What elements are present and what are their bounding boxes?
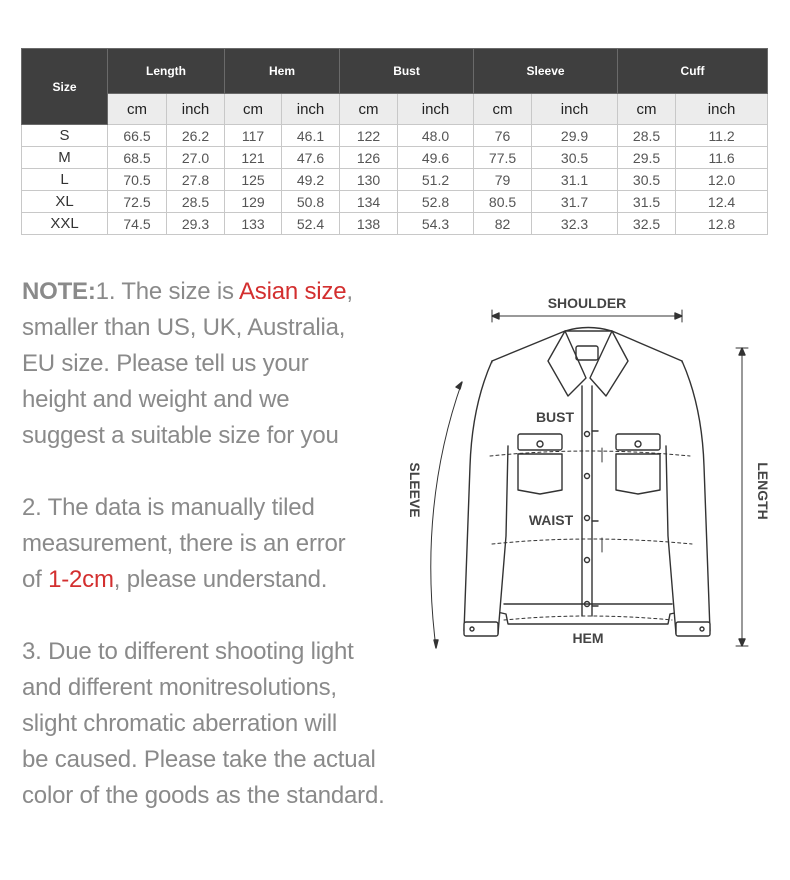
note-line: and different monitresolutions,	[22, 674, 337, 701]
table-cell: 117	[225, 125, 282, 147]
unit-header: cm	[474, 94, 532, 125]
table-unit-row	[22, 94, 768, 125]
unit-header: inch	[282, 94, 340, 125]
table-cell: 72.5	[108, 191, 167, 213]
table-row	[22, 147, 768, 169]
note-text: 1. The size is	[95, 278, 239, 305]
table-cell: 30.5	[618, 169, 676, 191]
group-header-bust: Bust	[340, 49, 474, 94]
hem-label: HEM	[572, 630, 604, 646]
table-cell: 130	[340, 169, 398, 191]
unit-header: cm	[340, 94, 398, 125]
jacket-svg	[400, 286, 790, 666]
table-row	[22, 213, 768, 235]
table-cell: 80.5	[474, 191, 532, 213]
table-cell: 26.2	[167, 125, 225, 147]
table-cell: 11.6	[676, 147, 768, 169]
size-label: L	[22, 169, 108, 191]
length-label: LENGTH	[755, 462, 771, 520]
table-cell: 50.8	[282, 191, 340, 213]
table-cell: 79	[474, 169, 532, 191]
table-cell: 11.2	[676, 125, 768, 147]
table-cell: 49.2	[282, 169, 340, 191]
table-row	[22, 125, 768, 147]
note-line: smaller than US, UK, Australia,	[22, 314, 346, 341]
note-line: height and weight and we	[22, 386, 290, 413]
note-line: measurement, there is an error	[22, 530, 346, 557]
note-label: NOTE:	[22, 278, 96, 305]
table-cell: 49.6	[398, 147, 474, 169]
note-line: 2. The data is manually tiled	[22, 494, 315, 521]
note-text: ,	[346, 278, 353, 305]
unit-header: inch	[532, 94, 618, 125]
table-cell: 70.5	[108, 169, 167, 191]
size-column-header: Size	[22, 49, 108, 125]
group-header-cuff: Cuff	[618, 49, 768, 94]
group-header-hem: Hem	[225, 49, 340, 94]
note-line: be caused. Please take the actual	[22, 746, 376, 773]
table-cell: 134	[340, 191, 398, 213]
unit-header: cm	[108, 94, 167, 125]
table-cell: 31.7	[532, 191, 618, 213]
sleeve-label: SLEEVE	[407, 462, 423, 518]
table-row	[22, 169, 768, 191]
size-label: XXL	[22, 213, 108, 235]
note-line: 3. Due to different shooting light	[22, 638, 354, 665]
jacket-outline	[464, 328, 710, 637]
table-cell: 68.5	[108, 147, 167, 169]
unit-header: inch	[676, 94, 768, 125]
jacket-measurement-diagram	[400, 286, 790, 666]
table-cell: 46.1	[282, 125, 340, 147]
note-spacer	[22, 454, 452, 490]
note-highlight: 1-2cm	[48, 566, 114, 593]
table-cell: 28.5	[167, 191, 225, 213]
table-cell: 125	[225, 169, 282, 191]
note-text: , please understand.	[113, 566, 328, 593]
sleeve-arrow	[431, 382, 462, 648]
table-cell: 66.5	[108, 125, 167, 147]
waist-label: WAIST	[528, 512, 574, 528]
table-cell: 129	[225, 191, 282, 213]
note-line: slight chromatic aberration will	[22, 710, 338, 737]
table-cell: 77.5	[474, 147, 532, 169]
table-cell: 12.0	[676, 169, 768, 191]
group-header-sleeve: Sleeve	[474, 49, 618, 94]
table-cell: 76	[474, 125, 532, 147]
table-header-row	[22, 49, 768, 94]
table-cell: 52.8	[398, 191, 474, 213]
table-cell: 82	[474, 213, 532, 235]
table-cell: 31.5	[618, 191, 676, 213]
unit-header: cm	[618, 94, 676, 125]
table-cell: 122	[340, 125, 398, 147]
table-cell: 30.5	[532, 147, 618, 169]
table-cell: 29.5	[618, 147, 676, 169]
table-cell: 52.4	[282, 213, 340, 235]
table-cell: 133	[225, 213, 282, 235]
size-label: S	[22, 125, 108, 147]
unit-header: inch	[167, 94, 225, 125]
table-cell: 54.3	[398, 213, 474, 235]
table-cell: 12.4	[676, 191, 768, 213]
note-line: suggest a suitable size for you	[22, 422, 339, 449]
group-header-length: Length	[108, 49, 225, 94]
table-cell: 32.3	[532, 213, 618, 235]
shoulder-label: SHOULDER	[547, 295, 627, 311]
table-cell: 74.5	[108, 213, 167, 235]
length-arrow	[736, 348, 748, 646]
table-cell: 29.3	[167, 213, 225, 235]
note-text: of	[22, 566, 49, 593]
shoulder-arrow	[492, 310, 682, 322]
table-cell: 47.6	[282, 147, 340, 169]
table-row	[22, 191, 768, 213]
size-notes	[22, 274, 452, 814]
table-cell: 29.9	[532, 125, 618, 147]
note-line: EU size. Please tell us your	[22, 350, 309, 377]
size-label: XL	[22, 191, 108, 213]
note-2-last-line	[22, 562, 452, 598]
bust-label: BUST	[535, 409, 575, 425]
table-cell: 51.2	[398, 169, 474, 191]
table-cell: 48.0	[398, 125, 474, 147]
note-1-first-line	[22, 274, 452, 310]
size-label: M	[22, 147, 108, 169]
table-cell: 126	[340, 147, 398, 169]
table-cell: 12.8	[676, 213, 768, 235]
table-cell: 32.5	[618, 213, 676, 235]
table-cell: 28.5	[618, 125, 676, 147]
table-cell: 31.1	[532, 169, 618, 191]
table-cell: 27.8	[167, 169, 225, 191]
note-highlight: Asian size	[238, 278, 347, 305]
table-cell: 121	[225, 147, 282, 169]
table-cell: 138	[340, 213, 398, 235]
size-table	[21, 48, 768, 235]
unit-header: cm	[225, 94, 282, 125]
unit-header: inch	[398, 94, 474, 125]
note-line: color of the goods as the standard.	[22, 782, 385, 809]
table-cell: 27.0	[167, 147, 225, 169]
note-spacer	[22, 598, 452, 634]
